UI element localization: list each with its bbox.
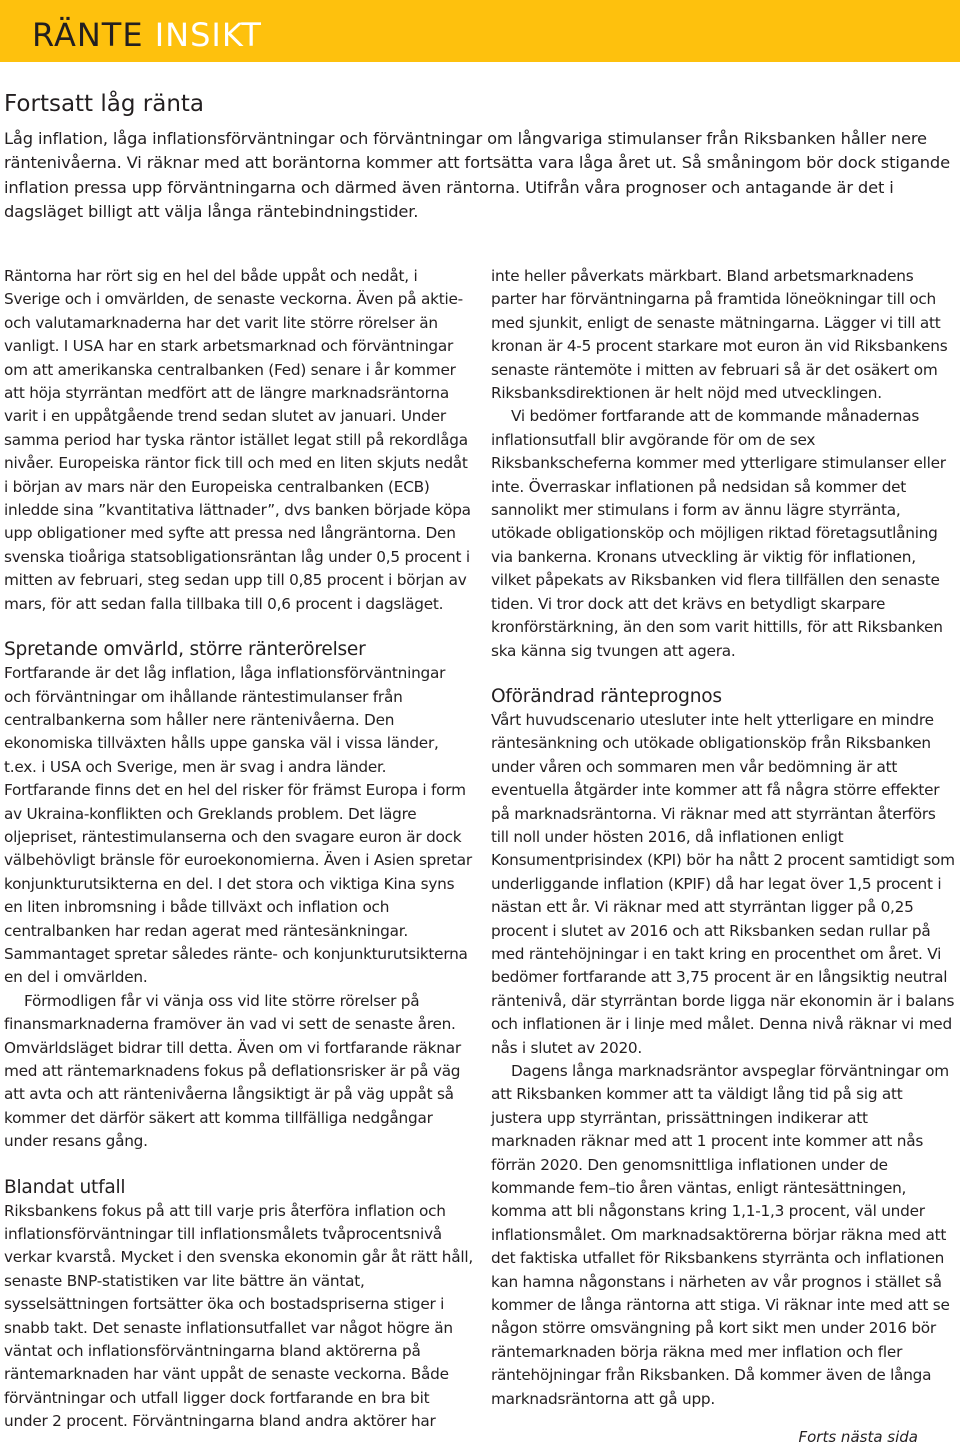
right-column bbox=[491, 265, 957, 1411]
banner-title-word1: RÄNTE bbox=[32, 16, 144, 54]
right-paragraph-3: Vårt huvudscenario utesluter inte helt ytterligare en mindre räntesänkning och utökade obligationsköp från Riksbanken under våren och sommaren men vår bedömning är att eventuella åtgärder inte kommer att få några större effekter på marknadsräntorna. Vi räknar med att styrräntan återförs till noll under hösten 2016, då inflationen enligt Konsumentprisindex (KPI) bör ha nått 2 procent samtidigt som underliggande inflation (KPIF) då har legat över 1,5 procent i nästan ett år. Vi räknar med att styrräntan ligger på 0,25 procent i slutet av 2016 och att Riksbanken sedan rullar på med räntehöjningar i en takt kring en procenthet om året. Vi bedömer fortfarande att 3,75 procent är en långsiktig neutral räntenivå, där styrräntan borde ligga när ekonomin är i balans och inflationen är i linje med målet. Denna nivå räknar vi med nås i slutet av 2020. bbox=[491, 710, 955, 1057]
banner-title bbox=[32, 13, 262, 57]
section-heading-oforandrad: Oförändrad ränteprognos bbox=[491, 685, 722, 707]
header-banner bbox=[0, 0, 960, 62]
article-heading: Fortsatt låg ränta bbox=[4, 91, 205, 117]
left-paragraph-4: Riksbankens fokus på att till varje pris återföra inflation och inflationsförväntningar till inflationsmålets tvåprocentsnivå verkar kvarstå. Mycket i den svenska ekonomin går åt rätt håll, senaste BNP-statistiken var lite bättre än väntat, sysselsättningen fortsätter öka och bostadspriserna stiger i snabb takt. Det senaste inflationsutfallet var något högre än väntat och inflationsförväntningarna bland aktörerna på räntemarknaden har vänt uppåt de senaste veckorna. Både förväntningar och utfall ligger dock fortfarande en bra bit under 2 procent. Förväntningarna bland andra aktörer har bbox=[4, 1201, 473, 1431]
right-paragraph-1: inte heller påverkats märkbart. Bland arbetsmarknadens parter har förväntningarna på framtida löneökningar till och med sjunkit, enligt de senaste mätningarna. Lägger vi till att kronan är 4-5 procent starkare mot euron än vid Riksbankens senaste räntemöte i mitten av februari så är det osäkert om Riksbanksdirektionen är helt nöjd med utvecklingen. bbox=[491, 267, 948, 403]
section-heading-spretande: Spretande omvärld, större ränterörelser bbox=[4, 639, 366, 661]
right-paragraph-2: Vi bedömer fortfarande att de kommande månadernas inflationsutfall blir avgörande för om de sex Riksbankscheferna kommer med ytterligare stimulanser eller inte. Överraskar inflationen på nedsidan så kommer det sannolikt mer stimulans i form av ännu lägre styrränta, utökade obligationsköp och möjligen riktad företagsutlåning via bankerna. Kronans utveckling är viktig för inflationen, vilket påpekats av Riksbanken vid flera tillfällen den senaste tiden. Vi tror dock att det krävs en betydligt skarpare kronförstärkning, än den som varit hittills, för att Riksbanken ska känna sig tvungen att agera. bbox=[491, 407, 946, 660]
right-paragraph-4: Dagens långa marknadsräntor avspeglar förväntningar om att Riksbanken kommer att ta väldigt lång tid på sig att justera upp styrräntan, prissättningen indikerar att marknaden räknar med att 1 procent inte kommer att nås förrän 2020. Den genomsnittliga inflationen under de kommande fem–tio åren väntas, enligt räntesättningen, komma att bli någonstans kring 1,1-1,3 procent, väl under inflationsmålet. Om marknadsaktörerna börjar räkna med att det faktiska utfallet för Riksbankens styrränta och inflationen kan hamna någonstans i närheten av vår prognos i stället så kommer de långa räntorna att stiga. Vi räknar inte med att se någon större omsvängning på kort sikt men under 2016 bör räntemarknaden börja räkna med mer inflation och fler räntehöjningar från Riksbanken. Då kommer även de långa marknadsräntorna att gå upp. bbox=[491, 1062, 950, 1408]
section-heading-blandat: Blandat utfall bbox=[4, 1176, 126, 1198]
left-paragraph-1: Räntorna har rört sig en hel del både uppåt och nedåt, i Sverige och i omvärlden, de senaste veckorna. Även på aktie- och valutamarknaderna har det varit lite större rörelser än vanligt. I USA har en stark arbetsmarknad och förväntningar om att amerikanska centralbanken (Fed) senare i år kommer att höja styrräntan medfört att de längre marknadsräntorna varit i en uppåtgående trend sedan slutet av januari. Under samma period har tyska räntor istället legat still på rekordlåga nivåer. Europeiska räntor fick till och med en liten skjuts nedåt i början av mars när den Europeiska centralbanken (ECB) inledde sina ”kvantitativa lättnader”, dvs banken började köpa upp obligationer med syfte att pressa ned långräntorna. Den svenska tioåriga statsobligationsräntan låg under 0,5 procent i mitten av februari, steg sedan upp till 0,85 procent i början av mars, för att sedan falla tillbaka till 0,6 procent i dagsläget. bbox=[4, 267, 471, 613]
left-paragraph-2: Fortfarande är det låg inflation, låga inflationsförväntningar och förväntningar om ihållande räntestimulanser från centralbankerna som håller nere räntenivåerna. Den ekonomiska tillväxten hålls uppe ganska väl i vissa länder, t.ex. i USA och Sverige, men är svag i andra länder. Fortfarande finns det en hel del risker för främst Europa i form av Ukraina-konflikten och Greklands problem. Det lägre oljepriset, räntestimulanserna och den svagare euron är dock välbehövligt bränsle för euroekonomierna. Även i Asien spretar konjunkturutsikterna en del. I det stora och viktiga Kina syns en liten inbromsning i både tillväxt och inflation och centralbanken har redan agerat med räntesänkningar. Sammantaget spretar således ränte- och konjunkturutsikterna en del i omvärlden. bbox=[4, 664, 472, 987]
banner-title-word2: INSIKT bbox=[154, 16, 262, 54]
left-column bbox=[4, 265, 474, 1434]
lead-paragraph: Låg inflation, låga inflationsförväntningar och förväntningar om långvariga stimulanser från Riksbanken håller nere räntenivåerna. Vi räknar med att boräntorna kommer att fortsätta vara låga året ut. Så småningom bör dock stigande inflation pressa upp förväntningarna och därmed även räntorna. Utifrån våra prognoser och antagande är det i dagsläget billigt att välja långa räntebindningstider. bbox=[4, 129, 950, 222]
left-paragraph-3: Förmodligen får vi vänja oss vid lite större rörelser på finansmarknaderna framöver än vad vi sett de senaste åren. Omvärldsläget bidrar till detta. Även om vi fortfarande räknar med att räntemarknadens fokus på deflationsrisker är på väg att avta och att räntenivåerna långsiktigt är på väg uppåt så kommer det därför säkert att komma tillfälliga nedgångar under resans gång. bbox=[4, 991, 461, 1151]
continued-note: Forts nästa sida bbox=[798, 1428, 918, 1446]
